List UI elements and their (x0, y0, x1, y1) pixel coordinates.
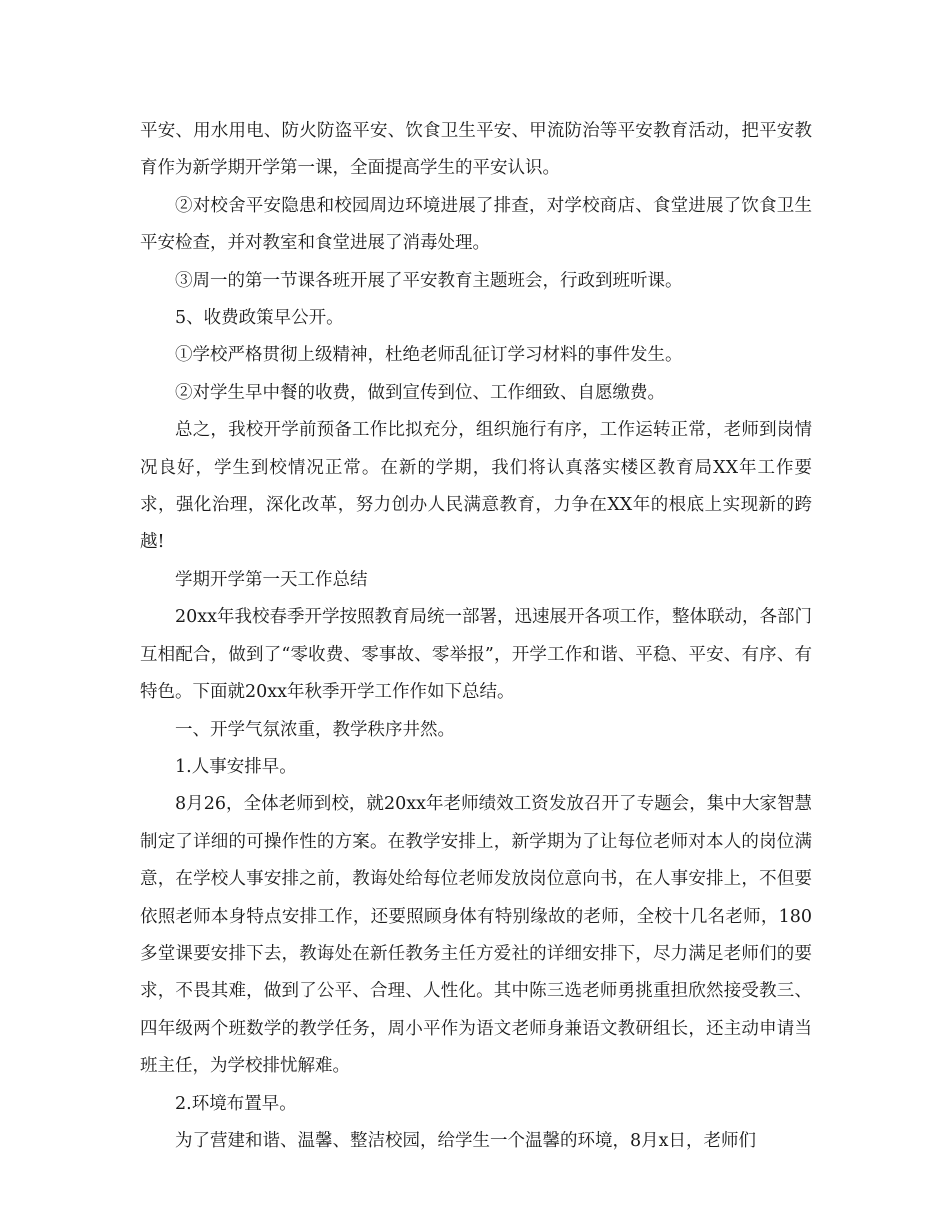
paragraph-4: 5、收费政策早公开。 (175, 308, 344, 329)
paragraph-5: ①学校严格贯彻上级精神，杜绝老师乱征订学习材料的事件发生。 (175, 345, 683, 366)
paragraph-6: ②对学生早中餐的收费，做到宣传到位、工作细致、自愿缴费。 (175, 382, 665, 403)
paragraph-7: 总之，我校开学前预备工作比拟充分，组织施行有序，工作运转正常，老师到岗情况良好，学生到校情况正常。在新的学期，我们将认真落实楼区教育局XX年工作要求，强化治理，深化改革，努力创办人民满意教育，力争在XX年的根底上实现新的跨越! (140, 420, 812, 553)
paragraph-14: 为了营建和谐、温馨、整洁校园，给学生一个温馨的环境，8月x日，老师们 (175, 1130, 757, 1151)
paragraph-12: 8月26，全体老师到校，就20xx年老师绩效工资发放召开了专题会，集中大家智慧制定了详细的可操作性的方案。在教学安排上，新学期为了让每位老师对本人的岗位满意，在学校人事安排之前，教诲处给每位老师发放岗位意向书，在人事安排上，不但要依照老师本身特点安排工作，还要照顾身体有特别缘故的老师，全校十几名老师，180多堂课要安排下去，教诲处在新任教务主任方爱社的详细安排下，尽力满足老师们的要求，不畏其难，做到了公平、合理、人性化。其中陈三选老师勇挑重担欣然接受教三、四年级两个班数学的教学任务，周小平作为语文老师身兼语文教研组长，还主动申请当班主任，为学校排忧解难。 (140, 794, 812, 1077)
document-body (140, 113, 812, 1160)
section-title: 学期开学第一天工作总结 (175, 569, 368, 590)
subheading-2: 2.环境布置早。 (175, 1093, 297, 1114)
paragraph-9: 20xx年我校春季开学按照教育局统一部署，迅速展开各项工作，整体联动，各部门互相配合，做到了“零收费、零事故、零举报”，开学工作和谐、平稳、平安、有序、有特色。下面就20xx年秋季开学工作作如下总结。 (140, 607, 813, 703)
paragraph-3: ③周一的第一节课各班开展了平安教育主题班会，行政到班听课。 (175, 270, 683, 291)
section-heading-1: 一、开学气氛浓重，教学秩序井然。 (175, 719, 455, 740)
subheading-1: 1.人事安排早。 (175, 756, 297, 777)
paragraph-2: ②对校舍平安隐患和校园周边环境进展了排查，对学校商店、食堂进展了饮食卫生平安检查，并对教室和食堂进展了消毒处理。 (140, 195, 812, 254)
paragraph-1: 平安、用水用电、防火防盗平安、饮食卫生平安、甲流防治等平安教育活动，把平安教育作为新学期开学第一课，全面提高学生的平安认识。 (140, 121, 812, 179)
